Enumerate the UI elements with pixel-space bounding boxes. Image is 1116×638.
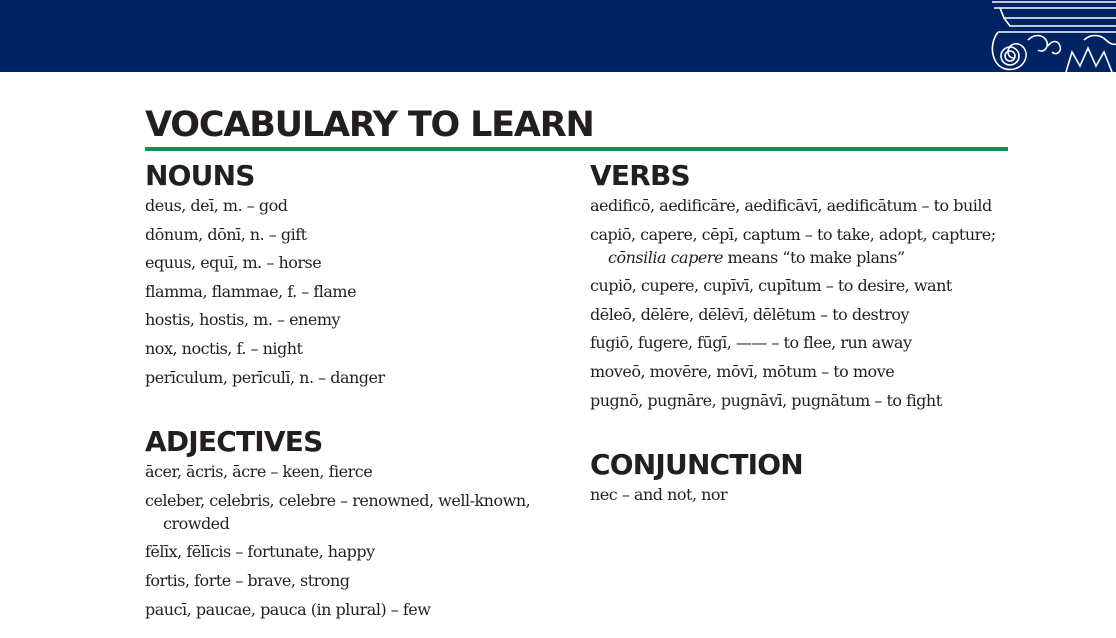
adjective-entry: fortis, forte – brave, strong xyxy=(145,570,350,590)
noun-entry: deus, deī, m. – god xyxy=(145,196,288,215)
ionic-capital-ornament-icon xyxy=(988,0,1116,72)
verb-entry: cupiō, cupere, cupīvī, cupītum – to desire, want xyxy=(590,276,952,296)
left-column xyxy=(145,158,565,626)
adjective-entry: fēlīx, fēlīcis – fortunate, happy xyxy=(145,542,375,562)
verb-entry: moveō, movēre, mōvī, mōtum – to move xyxy=(590,361,895,381)
noun-entry: dōnum, dōnī, n. – gift xyxy=(145,224,307,244)
adjectives-heading: ADJECTIVES xyxy=(145,425,323,459)
noun-entry: flamma, flammae, f. – flame xyxy=(145,281,357,301)
verb-entry-capio-main: capiō, capere, cēpī, captum – to take, adopt, capture; xyxy=(590,224,996,244)
verb-entry: dēleō, dēlēre, dēlēvī, dēlētum – to destroy xyxy=(590,304,910,324)
noun-entry: equus, equī, m. – horse xyxy=(145,253,322,273)
verb-entry: pugnō, pugnāre, pugnāvī, pugnātum – to fight xyxy=(590,390,942,410)
verb-note-rest: means “to make plans” xyxy=(722,247,905,267)
section-gap xyxy=(145,394,565,424)
noun-entry: nox, noctis, f. – night xyxy=(145,338,303,358)
noun-entry: perīculum, perīculī, n. – danger xyxy=(145,367,385,387)
title-rule xyxy=(145,147,1008,151)
verbs-heading: VERBS xyxy=(590,159,690,192)
conjunction-heading: CONJUNCTION xyxy=(590,448,803,482)
adjectives-list xyxy=(145,460,565,620)
adjective-entry: ācer, ācris, ācre – keen, fierce xyxy=(145,462,373,482)
verb-entry: fugiō, fugere, fūgī, —— – to flee, run away xyxy=(590,333,912,353)
adjective-entry: celeber, celebris, celebre – renowned, well-known, crowded xyxy=(145,490,531,533)
conjunction-entry: nec – and not, nor xyxy=(590,485,728,505)
verb-entry: aedificō, aedificāre, aedificāvī, aedificātum – to build xyxy=(590,196,992,215)
section-gap xyxy=(590,417,1010,447)
nouns-heading: NOUNS xyxy=(145,159,255,192)
verb-entry-capio xyxy=(590,223,1010,269)
nouns-list xyxy=(145,194,565,389)
header-banner xyxy=(0,0,1116,72)
page-title: VOCABULARY TO LEARN xyxy=(145,105,594,145)
verbs-list xyxy=(590,194,1010,412)
adjective-entry: paucī, paucae, pauca (in plural) – few xyxy=(145,599,431,619)
right-column xyxy=(590,158,1010,512)
noun-entry: hostis, hostis, m. – enemy xyxy=(145,310,341,330)
verb-note-phrase: cōnsilia capere xyxy=(608,247,723,267)
conjunction-list xyxy=(590,483,1010,506)
